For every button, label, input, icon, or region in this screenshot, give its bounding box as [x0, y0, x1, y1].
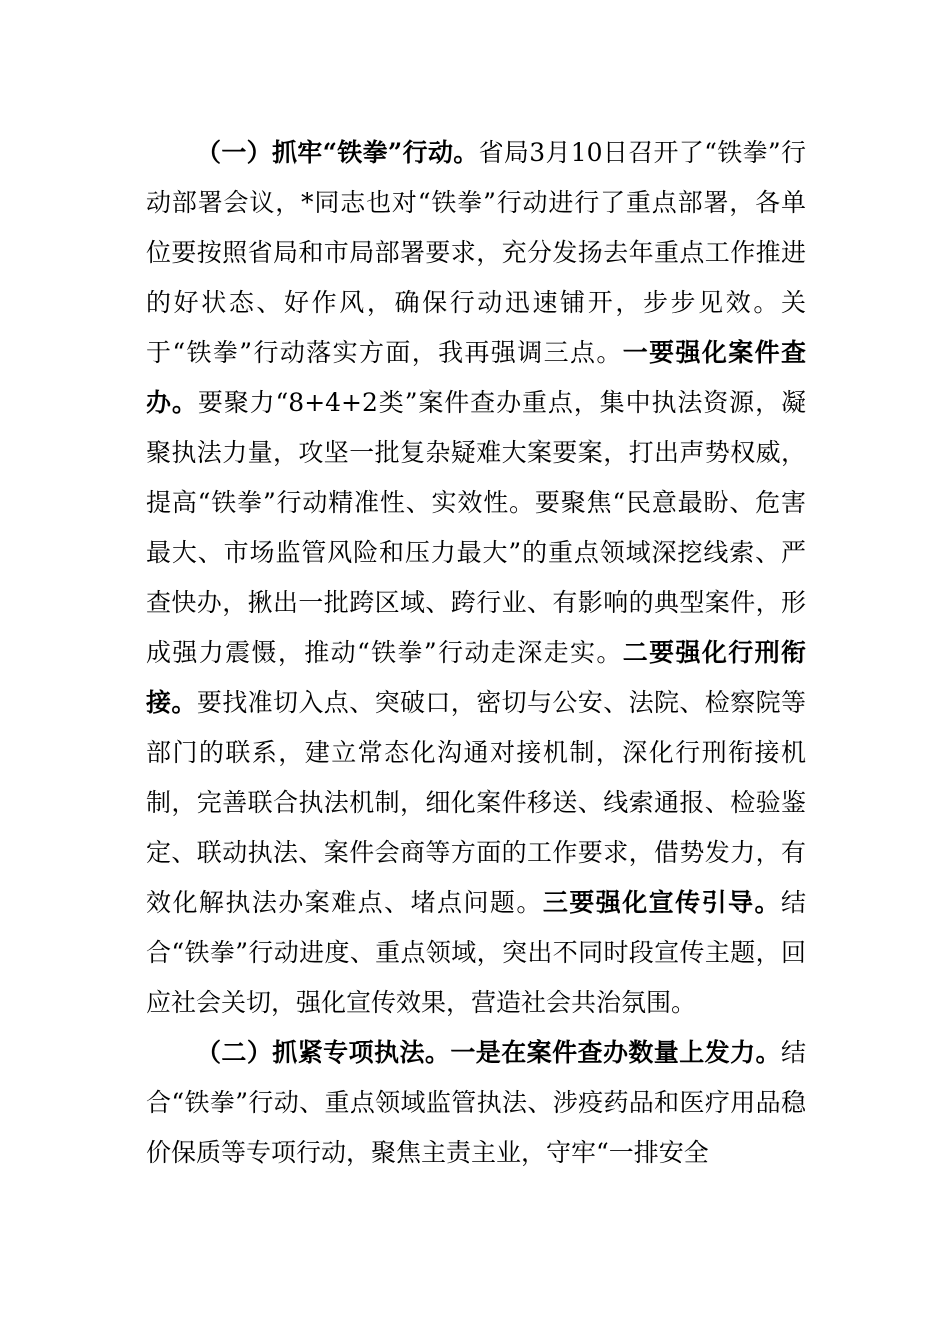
document-body [146, 128, 806, 1178]
point-two-heading: 二要强化行刑衔接。 [146, 638, 806, 717]
sub-point-one-heading: 一是在案件查办数量上发力。 [450, 1038, 781, 1067]
paragraph-text: 省局3月10日召开了“铁拳”行动部署会议，*同志也对“铁拳”行动进行了重点部署，各单位要按照省局和市局部署要求，充分发扬去年重点工作推进的好状态、好作风，确保行动迅速铺开，步步见效。关于“铁拳”行动落实方面，我再强调三点。 [146, 138, 806, 367]
point-three-heading: 三要强化宣传引导。 [542, 888, 781, 917]
heading-two: （二）抓紧专项执法。 [196, 1038, 451, 1067]
paragraph-text: 结合“铁拳”行动、重点领域监管执法、涉疫药品和医疗用品稳价保质等专项行动，聚焦主责主业，守牢“一排安全 [146, 1038, 806, 1167]
paragraph-text: 要聚力“8+4+2类”案件查办重点，集中执法资源，凝聚执法力量，攻坚一批复杂疑难大案要案，打出声势权威，提高“铁拳”行动精准性、实效性。要聚焦“民意最盼、危害最大、市场监管风险和压力最大”的重点领域深挖线索、严查快办，揪出一批跨区域、跨行业、有影响的典型案件，形成强力震慑，推动“铁拳”行动走深走实。 [146, 388, 806, 667]
paragraph-1 [146, 128, 806, 1028]
paragraph-text: 结合“铁拳”行动进度、重点领域，突出不同时段宣传主题，回应社会关切，强化宣传效果，营造社会共治氛围。 [146, 888, 806, 1017]
point-one-heading: 一要强化案件查办。 [146, 338, 806, 417]
heading-one: （一）抓牢“铁拳”行动。 [196, 138, 479, 167]
paragraph-2 [146, 1028, 806, 1178]
paragraph-text: 要找准切入点、突破口，密切与公安、法院、检察院等部门的联系，建立常态化沟通对接机制，深化行刑衔接机制，完善联合执法机制，细化案件移送、线索通报、检验鉴定、联动执法、案件会商等方面的工作要求，借势发力，有效化解执法办案难点、堵点问题。 [146, 688, 806, 917]
